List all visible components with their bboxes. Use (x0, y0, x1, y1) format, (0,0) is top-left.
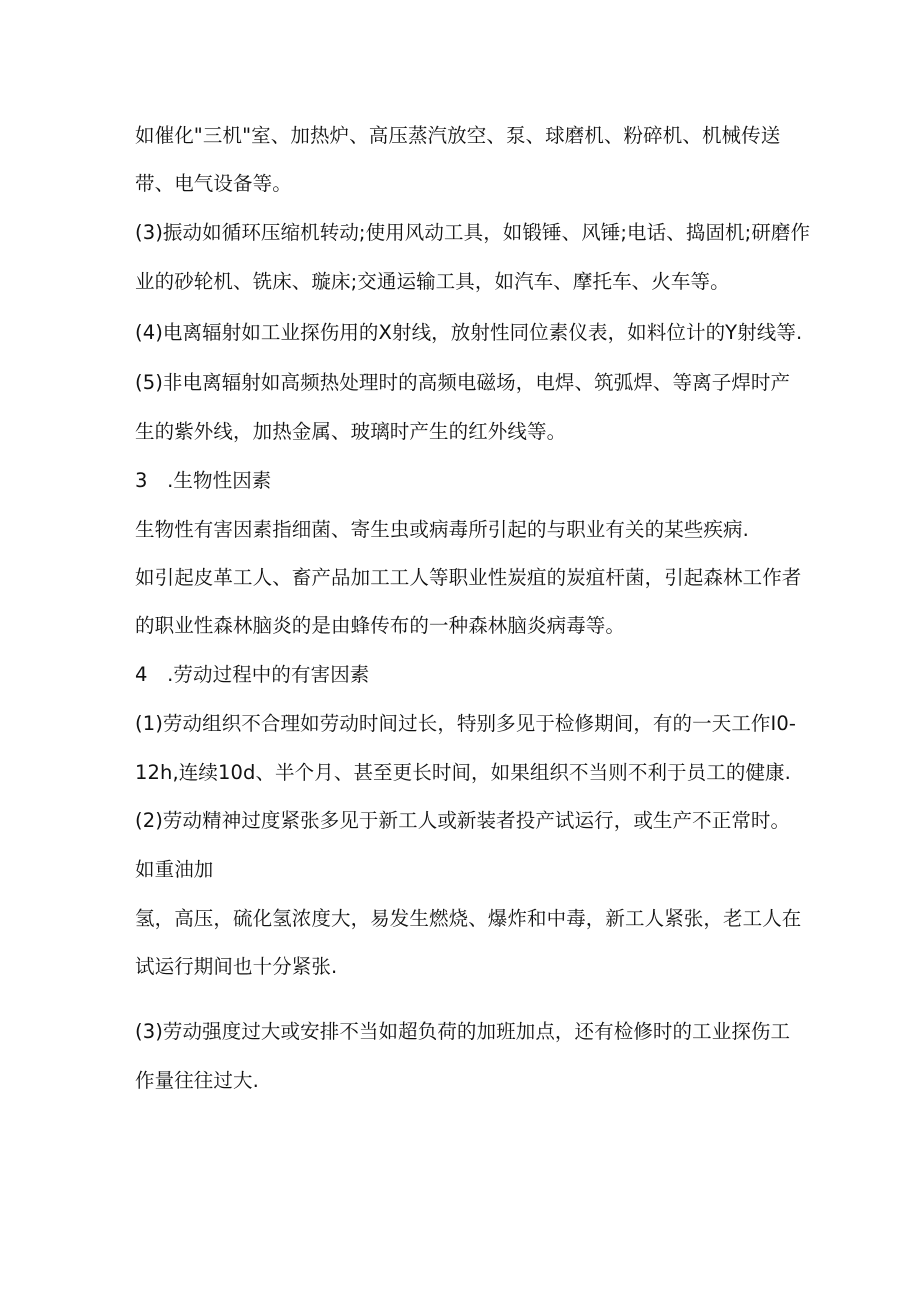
paragraph-line: (3)振动如循环压缩机转动;使用风动工具，如锻锤、风锤;电话、捣固机;研磨作 (135, 221, 811, 244)
paragraph-line: 如重油加 (135, 858, 214, 881)
paragraph-line: 作量往往过大. (135, 1069, 259, 1092)
section-heading: 4 .劳动过程中的有害因素 (135, 663, 370, 686)
paragraph-line: 试运行期间也十分紧张. (135, 955, 338, 978)
paragraph-line: 12h,连续10d、半个月、甚至更长时间，如果组织不当则不利于员工的健康. (135, 761, 791, 784)
paragraph-line: (2)劳动精神过度紧张多见于新工人或新装者投产试运行，或生产不正常时。 (135, 809, 791, 832)
paragraph-line: 业的砂轮机、铣床、璇床;交通运输工具，如汽车、摩托车、火车等。 (135, 270, 730, 293)
paragraph-line: 生物性有害因素指细菌、寄生虫或病毒所引起的与职业有关的某些疾病. (135, 518, 749, 541)
paragraph-line: 如引起皮革工人、畜产品加工工人等职业性炭疽的炭疽杆菌，引起森林工作者 (135, 566, 802, 589)
paragraph-line: 生的紫外线，加热金属、玻璃时产生的红外线等。 (135, 420, 567, 443)
paragraph-line: (3)劳动强度过大或安排不当如超负荷的加班加点，还有检修时的工业探伤工 (135, 1020, 791, 1043)
paragraph-line: 氢，高压，硫化氢浓度大，易发生燃烧、爆炸和中毒，新工人紧张，老工人在 (135, 907, 802, 930)
paragraph-line: 带、电气设备等。 (135, 172, 292, 195)
paragraph-line: (1)劳动组织不合理如劳动时间过长，特别多见于检修期间，有的一天工作I0- (135, 712, 797, 735)
paragraph-line: (5)非电离辐射如高频热处理时的高频电磁场，电焊、筑弧焊、等离子焊时产 (135, 371, 791, 394)
paragraph-line: (4)电离辐射如工业探伤用的X射线，放射性同位素仪表，如料位计的Y射线等. (135, 321, 803, 344)
paragraph-line: 如催化"三机"室、加热炉、高压蒸汽放空、泵、球磨机、粉碎机、机械传送 (135, 124, 781, 147)
paragraph-line: 的职业性森林脑炎的是由蜂传布的一种森林脑炎病毒等。 (135, 614, 626, 637)
section-heading: 3 .生物性因素 (135, 469, 272, 492)
